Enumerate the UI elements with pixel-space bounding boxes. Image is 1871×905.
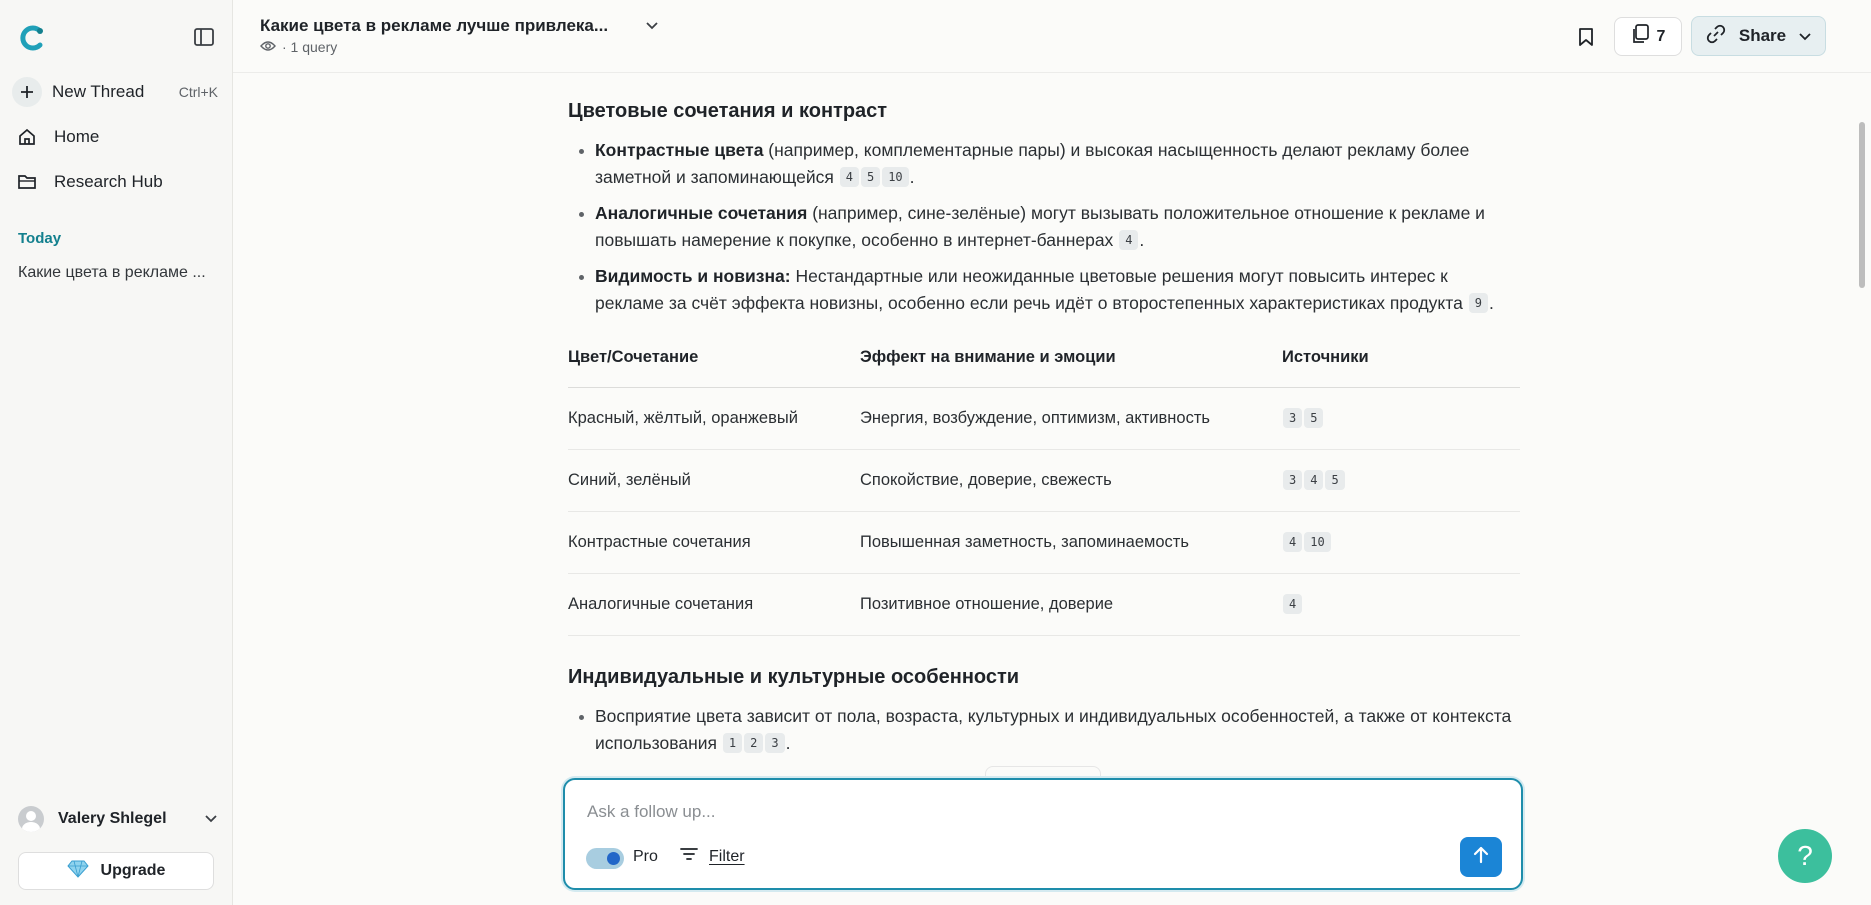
chevron-down-icon	[204, 810, 218, 828]
list-item: Контрастные цвета (например, комплементарные пары) и высокая насыщенность делают рекламу более заметной и запоминающейся 4 5 10 .	[568, 137, 1520, 191]
column-header: Цвет/Сочетание	[568, 329, 860, 387]
bullet-bold: Видимость и новизна:	[595, 266, 791, 286]
sidebar-item-home[interactable]	[14, 120, 218, 154]
column-header: Источники	[1282, 329, 1520, 387]
bullet-list	[568, 703, 1520, 757]
sources-count: 7	[1656, 27, 1666, 45]
citation-badge[interactable]: 10	[882, 167, 908, 187]
new-thread-button[interactable]	[14, 75, 218, 109]
bullet-text: (например, сине-зелёные) могут вызывать положительное отношение к рекламе и повышать намерение к покупке, особенно в интернет-баннерах	[595, 203, 1485, 250]
query-count: · 1 query	[282, 39, 338, 55]
upgrade-label: Upgrade	[100, 862, 166, 879]
bookmark-icon[interactable]	[1572, 22, 1600, 52]
submit-button[interactable]	[1460, 837, 1502, 877]
help-button[interactable]	[1778, 829, 1832, 883]
plus-icon	[12, 77, 42, 107]
citation-badge[interactable]: 9	[1469, 293, 1488, 313]
user-name: Valery Shlegel	[58, 810, 167, 827]
diamond-icon	[67, 860, 89, 883]
list-item: Аналогичные сочетания (например, сине-зелёные) могут вызывать положительное отношение к рекламе и повышать намерение к покупке, особенно в интернет-баннерах 4 .	[568, 200, 1520, 254]
bullet-text: Восприятие цвета зависит от пола, возраста, культурных и индивидуальных особенностей, а также от контекста использования	[595, 705, 1512, 753]
citation-badge[interactable]: 5	[1325, 470, 1344, 490]
citation-badge[interactable]: 4	[1304, 470, 1323, 490]
bullet-list	[568, 137, 1520, 317]
table-cell-sources	[1282, 511, 1520, 573]
table-row	[568, 449, 1520, 511]
citation-badge[interactable]: 3	[1283, 470, 1302, 490]
citation-badge[interactable]: 3	[765, 733, 784, 753]
scrollbar[interactable]	[1859, 122, 1865, 288]
table-cell: Энергия, возбуждение, оптимизм, активность	[860, 387, 1282, 449]
chevron-down-icon[interactable]	[645, 17, 659, 35]
table-cell: Синий, зелёный	[568, 449, 860, 511]
table-row	[568, 387, 1520, 449]
color-effects-table	[568, 329, 1520, 636]
thread-header	[233, 0, 1871, 73]
follow-up-input[interactable]: Ask a follow up...	[587, 802, 716, 821]
citation-badge[interactable]: 4	[1283, 594, 1302, 614]
table-cell: Спокойствие, доверие, свежесть	[860, 449, 1282, 511]
new-thread-label: New Thread	[52, 82, 145, 101]
sidebar-item-label: Research Hub	[54, 172, 163, 191]
table-cell: Аналогичные сочетания	[568, 573, 860, 635]
link-icon	[1705, 23, 1727, 50]
bullet-bold: Аналогичные сочетания	[595, 203, 808, 223]
new-thread-shortcut: Ctrl+K	[178, 84, 218, 100]
table-cell-sources	[1282, 387, 1520, 449]
citation-badge[interactable]: 5	[1304, 408, 1323, 428]
follow-up-composer[interactable]	[563, 778, 1523, 890]
table-cell: Повышенная заметность, запоминаемость	[860, 511, 1282, 573]
thread-history-item[interactable]: Какие цвета в рекламе ...	[18, 264, 206, 281]
citation-badge[interactable]: 4	[840, 167, 859, 187]
filter-icon	[679, 846, 699, 867]
perplexity-logo-icon[interactable]	[18, 24, 46, 52]
citation-badge[interactable]: 1	[723, 733, 742, 753]
bullet-text: Нестандартные или неожиданные цветовые решения могут повысить интерес к рекламе за счёт эффекта новизны, особенно если речь идёт о второстепенных характеристиках продукта	[595, 266, 1463, 313]
avatar	[18, 806, 44, 832]
sidebar-item-research-hub[interactable]	[14, 165, 218, 199]
sidebar-item-label: Home	[54, 127, 100, 146]
table-row	[568, 511, 1520, 573]
sources-button[interactable]	[1614, 17, 1682, 56]
section-heading: Цветовые сочетания и контраст	[568, 100, 888, 122]
table-cell: Позитивное отношение, доверие	[860, 573, 1282, 635]
share-button[interactable]	[1691, 16, 1826, 56]
citation-badge[interactable]: 3	[1283, 408, 1302, 428]
share-label: Share	[1738, 26, 1787, 45]
pro-label: Pro	[633, 848, 658, 865]
table-cell: Красный, жёлтый, оранжевый	[568, 387, 860, 449]
citation-badge[interactable]: 4	[1119, 230, 1138, 250]
eye-icon	[260, 39, 276, 55]
folder-icon	[14, 169, 40, 195]
table-row	[568, 573, 1520, 635]
column-header: Эффект на внимание и эмоции	[860, 329, 1282, 387]
citation-badge[interactable]: 2	[744, 733, 763, 753]
pro-toggle[interactable]	[586, 848, 624, 869]
citation-badge[interactable]: 4	[1283, 532, 1302, 552]
upgrade-button[interactable]	[18, 852, 214, 890]
table-cell: Контрастные сочетания	[568, 511, 860, 573]
section-heading: Индивидуальные и культурные особенности	[568, 665, 1020, 688]
today-section-label: Today	[18, 230, 62, 247]
thread-title[interactable]: Какие цвета в рекламе лучше привлека...	[260, 16, 609, 35]
citation-badge[interactable]: 5	[861, 167, 880, 187]
home-icon	[14, 124, 40, 150]
list-item: Видимость и новизна: Нестандартные или неожиданные цветовые решения могут повысить интерес к рекламе за счёт эффекта новизны, особенно если речь идёт о второстепенных характеристиках продукта 9 .	[568, 263, 1520, 317]
copy-pages-icon	[1631, 24, 1649, 49]
user-menu[interactable]	[18, 804, 218, 834]
thread-meta	[260, 39, 337, 55]
sidebar	[0, 0, 233, 905]
citation-badge[interactable]: 10	[1304, 532, 1330, 552]
list-item: Восприятие цвета зависит от пола, возраста, культурных и индивидуальных особенностей, а также от контекста использования 1 2 3 .	[568, 703, 1520, 757]
arrow-up-icon	[1472, 845, 1490, 870]
table-cell-sources	[1282, 449, 1520, 511]
filter-button[interactable]	[679, 846, 745, 867]
sidebar-collapse-icon[interactable]	[191, 25, 217, 49]
chevron-down-icon	[1798, 26, 1812, 46]
bullet-bold: Контрастные цвета	[595, 140, 764, 160]
answer-content	[568, 100, 1520, 757]
table-cell-sources	[1282, 573, 1520, 635]
table-header-row	[568, 329, 1520, 387]
bullet-text: (например, комплементарные пары) и высокая насыщенность делают рекламу более заметной и запоминающейся	[595, 140, 1470, 187]
filter-label: Filter	[709, 847, 745, 865]
help-icon: ?	[1797, 840, 1813, 871]
